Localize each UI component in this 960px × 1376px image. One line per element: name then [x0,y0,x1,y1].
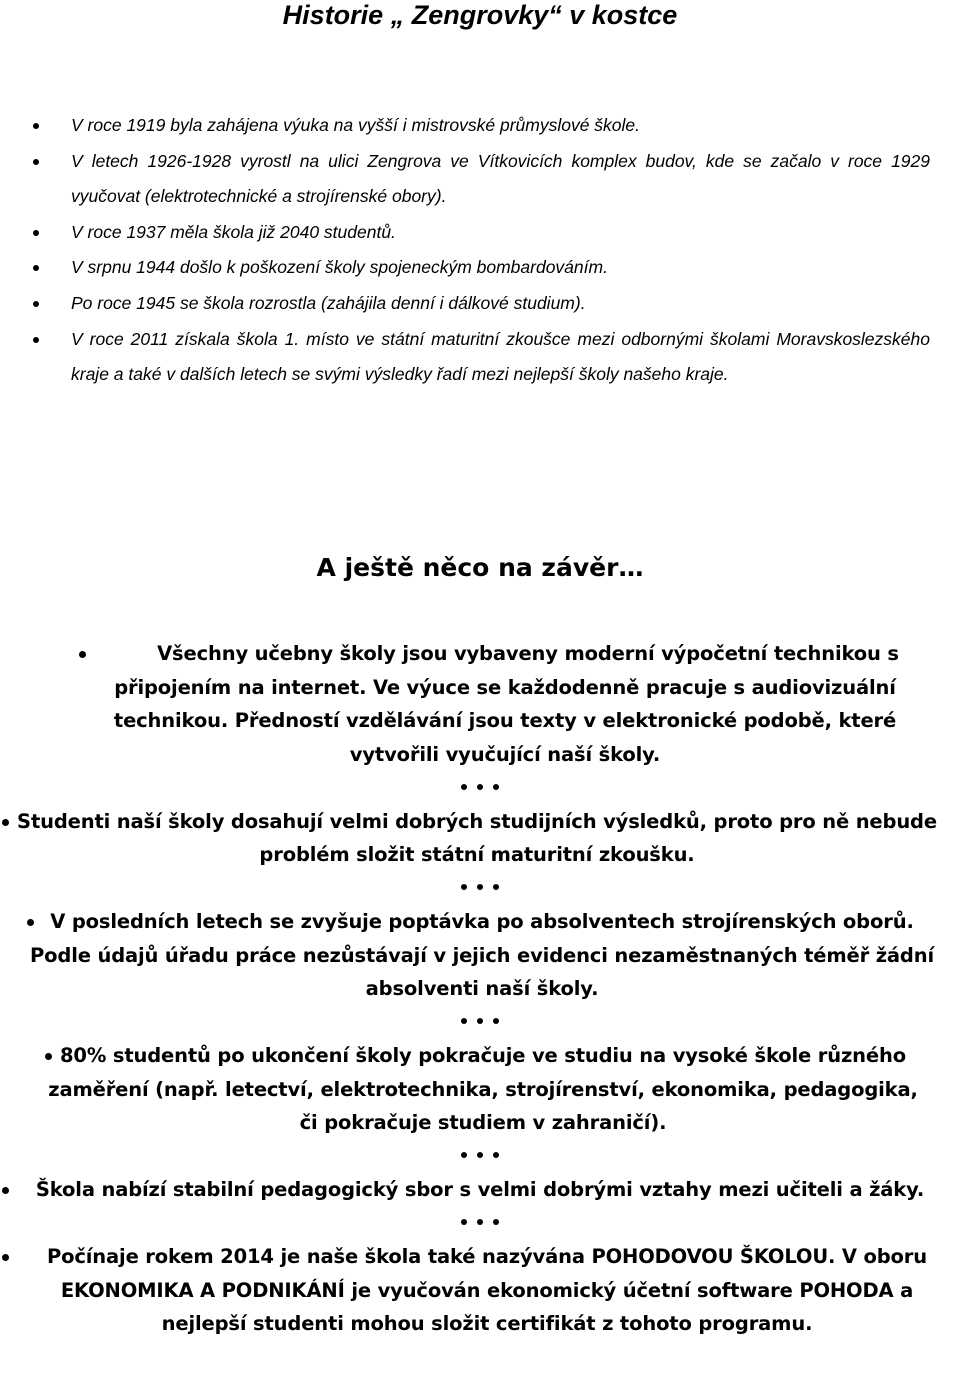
history-list [0,108,960,393]
list-item [0,805,960,872]
list-item-text: Všechny učebny školy jsou vybaveny moderní výpočetní technikou s připojením na internet. Ve výuce se každodenně pracuje s audiovizuální technikou. Předností vzdělávání jsou texty v elektronické podobě, které vytvořili vyučující naší školy. [113,642,899,766]
list-item-text: Škola nabízí stabilní pedagogický sbor s velmi dobrými vztahy mezi učiteli a žáky. [35,1178,925,1201]
list-item [0,637,960,771]
list-item [0,322,960,393]
list-item-text: Počínaje rokem 2014 je naše škola také nazývána POHODOVOU ŠKOLOU. V oboru EKONOMIKA A PODNIKÁNÍ je vyučován ekonomický účetní software POHODA a nejlepší studenti mohou složit certifikát z tohoto programu. [46,1245,928,1335]
list-item [0,108,960,144]
list-item-text: V roce 2011 získala škola 1. místo ve státní maturitní zkoušce mezi odbornými školami Moravskoslezského kraje a také v dalších letech se svými výsledky řadí mezi nejlepší školy našeho kraje. [71,328,930,385]
bullet-icon [2,819,9,826]
bullet-icon [2,1187,9,1194]
bullet-icon [33,230,39,236]
list-item-text: 80% studentů po ukončení školy pokračuje ve studiu na vysoké škole různého zaměření (např. letectví, elektrotechnika, strojírenství, ekonomika, pedagogika, či pokračuje studiem v zahraničí). [48,1044,918,1134]
bullet-icon [79,651,86,658]
list-item-text: Po roce 1945 se škola rozrostla (zahájila denní i dálkové studium). [71,292,586,313]
list-item [0,286,960,322]
list-item [0,1173,960,1207]
bullet-icon [45,1053,52,1060]
conclusion-list [0,637,960,1341]
conclusion-title: A ještě něco na závěr… [316,553,644,582]
list-item-text: V roce 1919 byla zahájena výuka na vyšší i mistrovské průmyslové škole. [71,115,641,135]
list-item-text: V roce 1937 měla škola již 2040 studentů. [71,221,396,242]
bullet-icon [33,265,39,271]
list-item [0,1240,960,1341]
list-item [0,144,960,215]
separator-dots-icon [0,771,960,805]
separator-dots-icon [0,1207,960,1241]
bullet-icon [33,123,39,129]
list-item [0,905,960,1006]
list-item [0,1039,960,1140]
separator-dots-icon [0,872,960,906]
bullet-icon [2,1254,9,1261]
history-title: Historie „ Zengrovky“ v kostce [282,0,678,30]
bullet-icon [33,301,39,307]
bullet-icon [33,159,39,165]
list-item-text: Studenti naší školy dosahují velmi dobrých studijních výsledků, proto pro ně nebude problém složit státní maturitní zkoušku. [17,809,937,866]
list-item-text: V letech 1926-1928 vyrostl na ulici Zengrova ve Vítkovicích komplex budov, kde se začalo v roce 1929 vyučovat (elektrotechnické a strojírenské obory). [71,150,930,207]
separator-dots-icon [0,1006,960,1040]
list-item-text: V srpnu 1944 došlo k poškození školy spojeneckým bombardováním. [71,257,608,278]
bullet-icon [33,337,39,343]
bullet-icon [27,919,34,926]
separator-dots-icon [0,1140,960,1174]
list-item [0,215,960,251]
list-item [0,250,960,286]
list-item-text: V posledních letech se zvyšuje poptávka po absolventech strojírenských oborů. Podle údajů úřadu práce nezůstávají v jejich evidenci nezaměstnaných téměř žádní absolventi naší školy. [30,910,934,1000]
